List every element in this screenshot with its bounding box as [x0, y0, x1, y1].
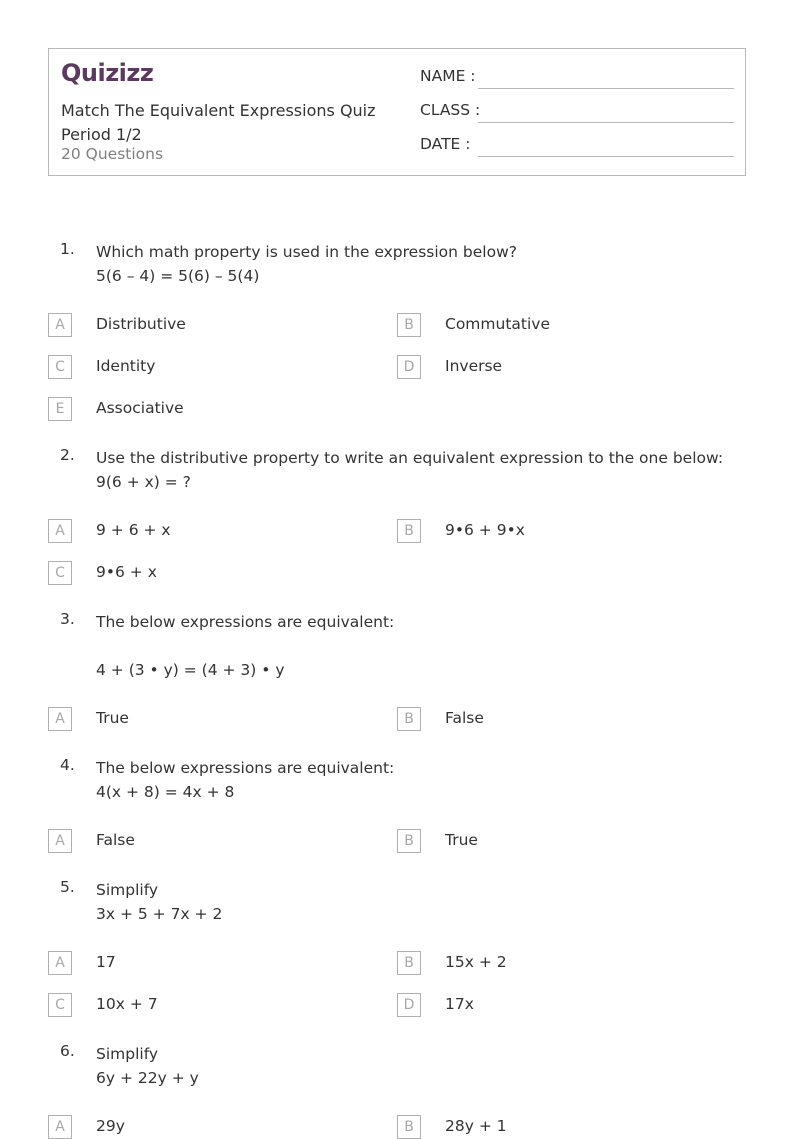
option-letter-box[interactable]: B [397, 829, 421, 853]
answer-option[interactable] [48, 355, 348, 379]
option-letter-box[interactable]: B [397, 313, 421, 337]
date-line[interactable] [478, 156, 734, 157]
option-text: False [96, 831, 135, 849]
answer-option[interactable] [397, 829, 697, 853]
option-letter-box[interactable]: B [397, 519, 421, 543]
question-number: 4. [60, 756, 75, 774]
answer-option[interactable] [48, 561, 348, 585]
answer-option[interactable] [397, 707, 697, 731]
name-field[interactable] [420, 67, 734, 89]
option-text: 9 + 6 + x [96, 521, 171, 539]
class-field[interactable] [420, 101, 734, 123]
name-label: NAME : [420, 67, 476, 85]
class-label: CLASS : [420, 101, 481, 119]
option-text: Associative [96, 399, 184, 417]
option-letter-box[interactable]: A [48, 1115, 72, 1139]
question-text: The below expressions are equivalent: 4(x + 8) = 4x + 8 [96, 759, 395, 801]
option-text: 9•6 + x [96, 563, 157, 581]
option-text: Inverse [445, 357, 503, 375]
question-number: 2. [60, 446, 75, 464]
option-letter-box[interactable]: A [48, 829, 72, 853]
quiz-title: Match The Equivalent Expressions Quiz Period 1/2 [61, 101, 376, 144]
question-text: The below expressions are equivalent: 4 + (3 • y) = (4 + 3) • y [96, 613, 395, 679]
option-text: 15x + 2 [445, 953, 507, 971]
answer-option[interactable] [48, 397, 348, 421]
answer-option[interactable] [397, 951, 697, 975]
question-text: Use the distributive property to write an equivalent expression to the one below: 9(6 + x) = ? [96, 449, 724, 491]
answer-option[interactable] [397, 355, 697, 379]
name-line[interactable] [478, 88, 734, 89]
option-text: Identity [96, 357, 156, 375]
option-letter-box[interactable]: B [397, 951, 421, 975]
option-letter-box[interactable]: A [48, 707, 72, 731]
option-text: Commutative [445, 315, 550, 333]
option-letter-box[interactable]: D [397, 355, 421, 379]
question-number: 5. [60, 878, 75, 896]
question-number: 3. [60, 610, 75, 628]
answer-option[interactable] [48, 993, 348, 1017]
answer-option[interactable] [397, 519, 697, 543]
worksheet-header [48, 48, 746, 176]
option-text: 17 [96, 953, 116, 971]
quizizz-logo: Quizizz [61, 59, 154, 87]
question-text: Which math property is used in the expression below? 5(6 – 4) = 5(6) – 5(4) [96, 243, 517, 285]
option-text: Distributive [96, 315, 186, 333]
answer-option[interactable] [397, 993, 697, 1017]
option-text: True [96, 709, 129, 727]
option-letter-box[interactable]: D [397, 993, 421, 1017]
answer-option[interactable] [48, 1115, 348, 1139]
class-line[interactable] [478, 122, 734, 123]
answer-option[interactable] [48, 313, 348, 337]
answer-option[interactable] [48, 519, 348, 543]
date-label: DATE : [420, 135, 471, 153]
option-letter-box[interactable]: B [397, 1115, 421, 1139]
option-text: 29y [96, 1117, 125, 1135]
option-text: False [445, 709, 484, 727]
answer-option[interactable] [48, 707, 348, 731]
option-letter-box[interactable]: E [48, 397, 72, 421]
answer-option[interactable] [48, 951, 348, 975]
question-text: Simplify 6y + 22y + y [96, 1045, 199, 1087]
option-letter-box[interactable]: C [48, 993, 72, 1017]
answer-option[interactable] [397, 313, 697, 337]
option-text: 10x + 7 [96, 995, 158, 1013]
option-letter-box[interactable]: A [48, 519, 72, 543]
answer-option[interactable] [48, 829, 348, 853]
option-text: 9•6 + 9•x [445, 521, 525, 539]
option-letter-box[interactable]: B [397, 707, 421, 731]
question-number: 6. [60, 1042, 75, 1060]
option-letter-box[interactable]: A [48, 951, 72, 975]
option-text: 17x [445, 995, 474, 1013]
answer-option[interactable] [397, 1115, 697, 1139]
date-field[interactable] [420, 135, 734, 157]
option-letter-box[interactable]: C [48, 355, 72, 379]
question-text: Simplify 3x + 5 + 7x + 2 [96, 881, 223, 923]
question-number: 1. [60, 240, 75, 258]
option-letter-box[interactable]: A [48, 313, 72, 337]
option-text: True [445, 831, 478, 849]
option-text: 28y + 1 [445, 1117, 507, 1135]
question-count: 20 Questions [61, 145, 164, 163]
option-letter-box[interactable]: C [48, 561, 72, 585]
